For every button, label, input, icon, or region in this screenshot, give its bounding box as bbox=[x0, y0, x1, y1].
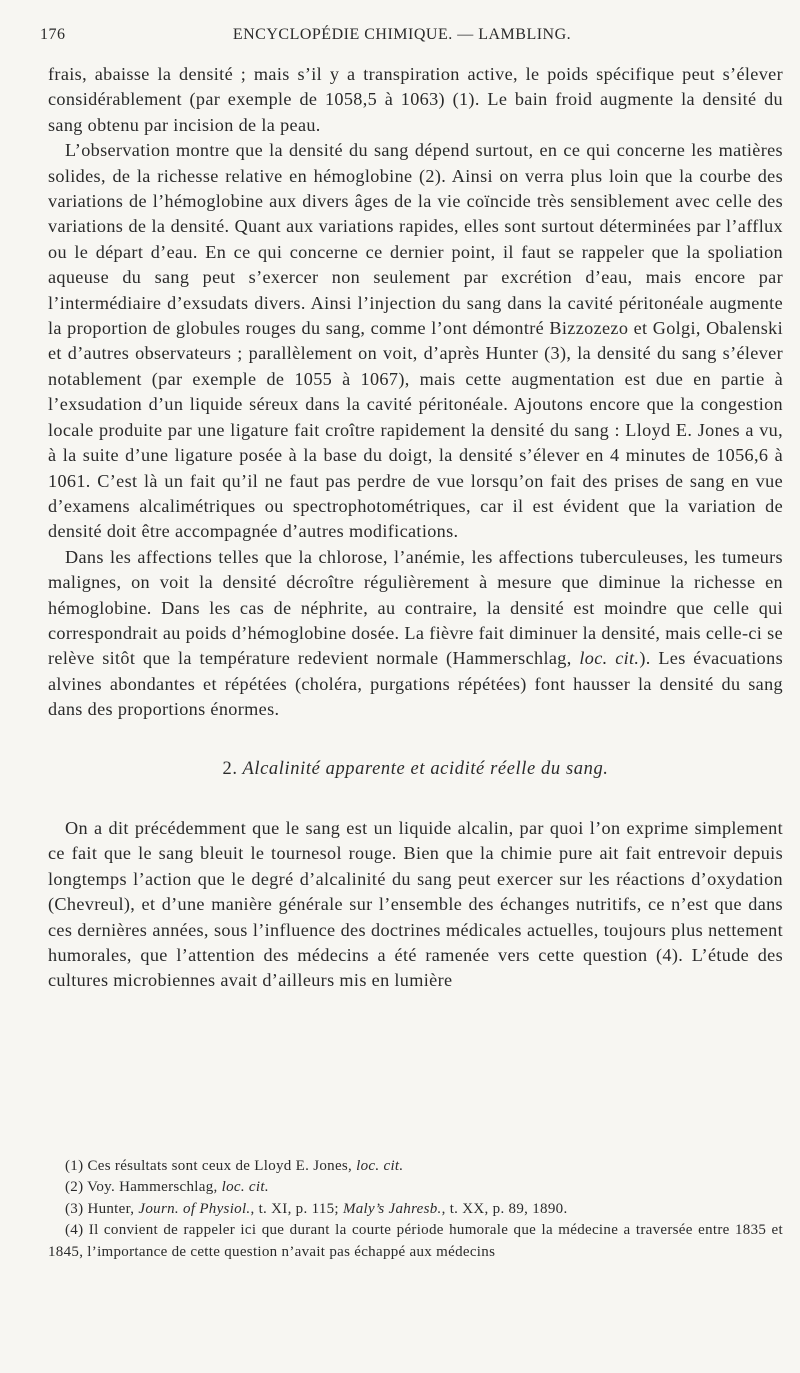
section-title: Alcalinité apparente et acidité réelle du sang. bbox=[242, 758, 609, 779]
paragraph: frais, abaisse la densité ; mais s’il y a transpiration active, le poids spécifique peut s’élever considérablement (par exemple de 1058,5 à 1063) (1). Le bain froid augmente la densité du sang obtenu par incision de la peau. bbox=[48, 64, 783, 135]
footnote-text: , t. XI, p. 115; bbox=[250, 1200, 339, 1217]
section-number: 2. bbox=[222, 758, 238, 779]
footnote-italic: loc. cit. bbox=[356, 1158, 404, 1174]
footnote-marker: (3) bbox=[65, 1200, 84, 1217]
footnote bbox=[48, 1220, 783, 1263]
paragraph-text: Dans les affections telles que la chlorose, l’anémie, les affections tuberculeuses, les tumeurs malignes, on voit la densité décroître régulièrement à mesure que diminue la richesse en hémoglobine. Dans les cas de néphrite, au contraire, la densité est moindre que celle qui correspondrait au poids d’hémoglobine dosée. La fièvre fait diminuer la densité, mais celle-ci se relève sitôt que la température redevient normale (Hammerschlag, bbox=[48, 546, 783, 669]
footnotes bbox=[48, 1156, 783, 1263]
footnote-text: Ces résultats sont ceux de Lloyd E. Jones, bbox=[87, 1158, 353, 1174]
footnote-text: Hunter, bbox=[87, 1200, 135, 1217]
page-header bbox=[40, 26, 764, 50]
footnote-text: , t. XX, p. 89, 1890. bbox=[441, 1200, 568, 1217]
body-text bbox=[48, 62, 783, 994]
paragraph-continuation: ). Les évacuations alvines abondantes et répétées (choléra, purgations répétées) font hausser la densité du sang dans des proportions énormes. bbox=[48, 648, 784, 720]
footnote-marker: (1) bbox=[65, 1158, 84, 1174]
journal-title: Journ. of Physiol. bbox=[138, 1200, 251, 1217]
journal-title: Maly’s Jahresb. bbox=[342, 1200, 442, 1217]
citation-italic: loc. cit. bbox=[579, 648, 640, 669]
footnote-marker: (4) bbox=[65, 1222, 84, 1239]
section-heading bbox=[48, 757, 783, 782]
footnote-marker: (2) bbox=[65, 1179, 84, 1196]
footnote bbox=[48, 1177, 783, 1198]
footnote bbox=[48, 1199, 783, 1220]
paragraph bbox=[48, 545, 783, 723]
paragraph: On a dit précédemment que le sang est un liquide alcalin, par quoi l’on exprime simplement ce fait que le sang bleuit le tournesol rouge. Bien que la chimie pure ait fait entrevoir depuis longtemps l’action que le degré d’alcalinité du sang peut exercer sur les réactions d’oxydation (Chevreul), et d’une manière générale sur l’ensemble des échanges nutritifs, ce n’est que dans ces dernières années, sous l’influence des doctrines médicales actuelles, toujours plus nettement humorales, que l’attention des médecins a été ramenée vers cette question (4). L’étude des cultures microbiennes avait d’ailleurs mis en lumière bbox=[48, 817, 783, 991]
page-number: 176 bbox=[40, 26, 66, 43]
running-title: ENCYCLOPÉDIE CHIMIQUE. — LAMBLING. bbox=[232, 26, 572, 43]
paragraph: L’observation montre que la densité du sang dépend surtout, en ce qui concerne les matières solides, de la richesse relative en hémoglobine (2). Ainsi on verra plus loin que la courbe des variations de l’hémoglobine aux divers âges de la vie coïncide très sensiblement avec celle des variations de la densité. Quant aux variations rapides, elles sont surtout déterminées par l’afflux ou le départ d’eau. En ce qui concerne ce dernier point, il faut se rappeler que la spoliation aqueuse du sang peut s’exercer non seulement par excrétion d’eau, mais encore par l’intermédiaire d’exsudats divers. Ainsi l’injection du sang dans la cavité péritonéale augmente la proportion de globules rouges du sang, comme l’ont démontré Bizzozezo et Golgi, Obalenski et d’autres observateurs ; parallèlement on voit, d’après Hunter (3), la densité du sang s’élever notablement (par exemple de 1055 à 1067), mais cette augmentation est due en partie à l’exsudation d’un liquide séreux dans la cavité péritonéale. Ajoutons encore que la congestion locale produite par une ligature fait croître rapidement la densité du sang : Lloyd E. Jones a vu, à la suite d’une ligature posée à la base du doigt, la densité s’élever en 4 minutes de 1056,6 à 1061. C’est là un fait qu’il ne faut pas perdre de vue lorsqu’on fait des prises de sang en vue d’examens alcalimétriques ou spectrophotométriques, car il est évident que la variation de densité doit être accompagnée d’autres modifications. bbox=[48, 140, 783, 542]
footnote-text: Il convient de rappeler ici que durant la courte période humorale que la médecine a traversée entre 1835 et 1845, l’importance de cette question n’avait pas échappé aux médecins bbox=[48, 1222, 783, 1260]
footnote-text: Voy. Hammerschlag, bbox=[87, 1179, 218, 1196]
footnote-italic: loc. cit. bbox=[221, 1179, 269, 1196]
footnote bbox=[48, 1156, 783, 1177]
